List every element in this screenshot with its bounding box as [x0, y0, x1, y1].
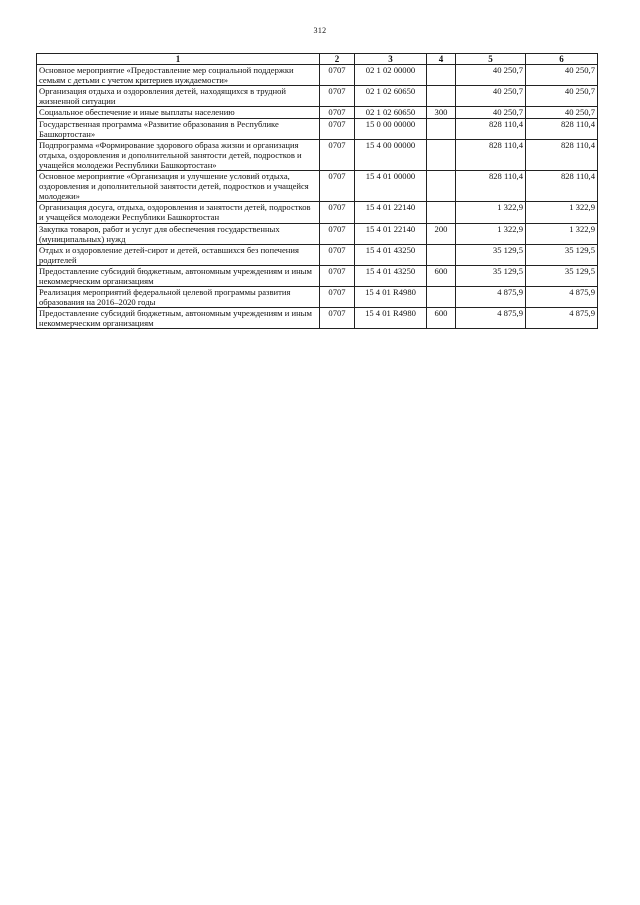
row-sum-1-cell: 828 110,4	[456, 171, 526, 202]
row-section-cell: 0707	[320, 139, 355, 170]
table-row	[37, 107, 598, 118]
row-section-cell: 0707	[320, 265, 355, 286]
table-body	[37, 65, 598, 329]
row-sum-2-cell: 4 875,9	[526, 308, 598, 329]
table-row	[37, 65, 598, 86]
row-name-cell: Социальное обеспечение и иные выплаты населению	[37, 107, 320, 118]
row-kind-cell	[427, 118, 456, 139]
row-article-cell: 15 4 01 R4980	[355, 287, 427, 308]
column-header: 2	[320, 54, 355, 65]
row-section-cell: 0707	[320, 308, 355, 329]
row-sum-1-cell: 40 250,7	[456, 65, 526, 86]
row-sum-2-cell: 35 129,5	[526, 265, 598, 286]
row-article-cell: 15 4 01 R4980	[355, 308, 427, 329]
row-sum-2-cell: 1 322,9	[526, 223, 598, 244]
row-kind-cell	[427, 86, 456, 107]
row-name-cell: Закупка товаров, работ и услуг для обеспечения государственных (муниципальных) нужд	[37, 223, 320, 244]
row-name-cell: Государственная программа «Развитие образования в Республике Башкортостан»	[37, 118, 320, 139]
row-kind-cell: 300	[427, 107, 456, 118]
row-sum-2-cell: 40 250,7	[526, 107, 598, 118]
row-section-cell: 0707	[320, 118, 355, 139]
table-row	[37, 86, 598, 107]
row-section-cell: 0707	[320, 171, 355, 202]
row-sum-1-cell: 1 322,9	[456, 223, 526, 244]
row-kind-cell	[427, 202, 456, 223]
row-sum-2-cell: 828 110,4	[526, 171, 598, 202]
row-article-cell: 15 0 00 00000	[355, 118, 427, 139]
row-name-cell: Подпрограмма «Формирование здорового образа жизни и организация отдыха, оздоровления и дополнительной занятости детей, подростков и учащейся молодежи Республики Башкортостан»	[37, 139, 320, 170]
row-sum-1-cell: 4 875,9	[456, 308, 526, 329]
row-section-cell: 0707	[320, 107, 355, 118]
row-article-cell: 02 1 02 60650	[355, 86, 427, 107]
row-article-cell: 15 4 01 43250	[355, 244, 427, 265]
row-article-cell: 15 4 01 43250	[355, 265, 427, 286]
row-article-cell: 15 4 01 00000	[355, 171, 427, 202]
row-sum-1-cell: 1 322,9	[456, 202, 526, 223]
row-sum-1-cell: 40 250,7	[456, 86, 526, 107]
row-section-cell: 0707	[320, 202, 355, 223]
row-name-cell: Организация отдыха и оздоровления детей, находящихся в трудной жизненной ситуации	[37, 86, 320, 107]
row-article-cell: 15 4 00 00000	[355, 139, 427, 170]
table-row	[37, 265, 598, 286]
row-kind-cell	[427, 139, 456, 170]
row-sum-2-cell: 35 129,5	[526, 244, 598, 265]
row-sum-2-cell: 828 110,4	[526, 139, 598, 170]
row-name-cell: Предоставление субсидий бюджетным, автономным учреждениям и иным некоммерческим организациям	[37, 265, 320, 286]
column-header: 1	[37, 54, 320, 65]
row-article-cell: 15 4 01 22140	[355, 202, 427, 223]
row-sum-2-cell: 1 322,9	[526, 202, 598, 223]
row-kind-cell	[427, 171, 456, 202]
row-sum-1-cell: 35 129,5	[456, 244, 526, 265]
row-article-cell: 15 4 01 22140	[355, 223, 427, 244]
row-sum-2-cell: 40 250,7	[526, 65, 598, 86]
row-kind-cell: 200	[427, 223, 456, 244]
row-section-cell: 0707	[320, 287, 355, 308]
row-sum-1-cell: 4 875,9	[456, 287, 526, 308]
row-article-cell: 02 1 02 00000	[355, 65, 427, 86]
page-number: 312	[313, 26, 327, 35]
row-kind-cell	[427, 287, 456, 308]
row-section-cell: 0707	[320, 65, 355, 86]
row-sum-1-cell: 40 250,7	[456, 107, 526, 118]
table-row	[37, 118, 598, 139]
row-name-cell: Предоставление субсидий бюджетным, автономным учреждениям и иным некоммерческим организациям	[37, 308, 320, 329]
row-sum-2-cell: 828 110,4	[526, 118, 598, 139]
column-header: 3	[355, 54, 427, 65]
header-row	[37, 54, 598, 65]
row-section-cell: 0707	[320, 86, 355, 107]
table-row	[37, 202, 598, 223]
row-name-cell: Отдых и оздоровление детей-сирот и детей, оставшихся без попечения родителей	[37, 244, 320, 265]
row-kind-cell	[427, 244, 456, 265]
row-name-cell: Организация досуга, отдыха, оздоровления и занятости детей, подростков и учащейся молодежи Республики Башкортостан	[37, 202, 320, 223]
row-name-cell: Основное мероприятие «Предоставление мер социальной поддержки семьям с детьми с учетом критериев нуждаемости»	[37, 65, 320, 86]
row-section-cell: 0707	[320, 244, 355, 265]
row-section-cell: 0707	[320, 223, 355, 244]
table-row	[37, 287, 598, 308]
column-header: 4	[427, 54, 456, 65]
table-row	[37, 139, 598, 170]
row-kind-cell: 600	[427, 308, 456, 329]
row-kind-cell: 600	[427, 265, 456, 286]
column-header: 5	[456, 54, 526, 65]
table-row	[37, 223, 598, 244]
budget-table	[36, 53, 598, 329]
row-article-cell: 02 1 02 60650	[355, 107, 427, 118]
table-row	[37, 171, 598, 202]
row-sum-1-cell: 828 110,4	[456, 139, 526, 170]
table-row	[37, 244, 598, 265]
row-name-cell: Основное мероприятие «Организация и улучшение условий отдыха, оздоровления и дополнительной занятости детей, подростков и учащейся молодежи»	[37, 171, 320, 202]
table-row	[37, 308, 598, 329]
row-sum-1-cell: 35 129,5	[456, 265, 526, 286]
column-header: 6	[526, 54, 598, 65]
row-sum-2-cell: 40 250,7	[526, 86, 598, 107]
row-name-cell: Реализация мероприятий федеральной целевой программы развития образования на 2016–2020 годы	[37, 287, 320, 308]
row-kind-cell	[427, 65, 456, 86]
row-sum-1-cell: 828 110,4	[456, 118, 526, 139]
row-sum-2-cell: 4 875,9	[526, 287, 598, 308]
